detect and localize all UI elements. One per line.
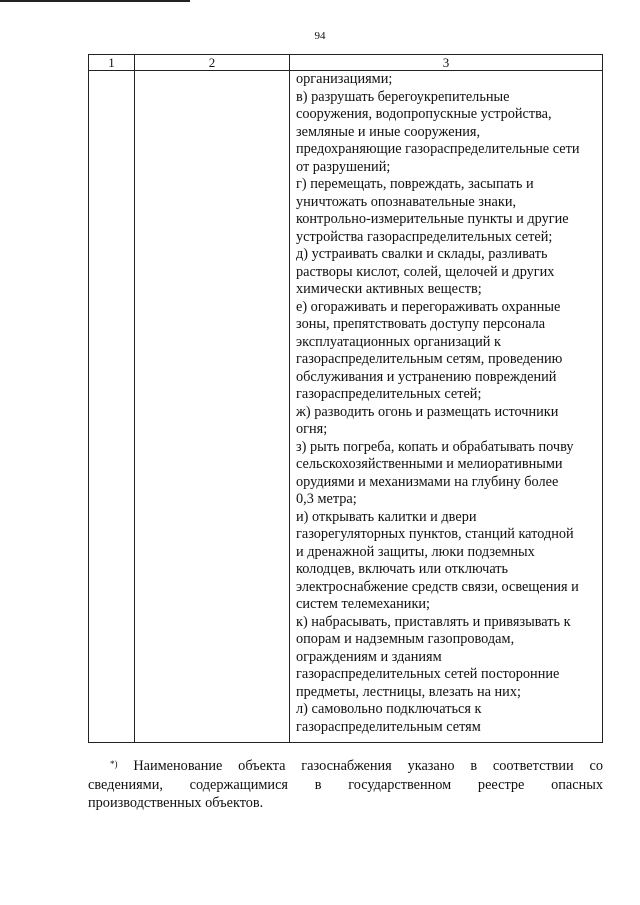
cell-text-line: от разрушений; (296, 158, 391, 175)
footnote-line-1 (88, 757, 603, 776)
page-number: 94 (314, 30, 326, 42)
cell-text-line: и) открывать калитки и двери (296, 508, 477, 525)
cell-col3 (290, 71, 603, 743)
cell-text-line: 0,3 метра; (296, 491, 357, 507)
cell-text-line: з) рыть погреба, копать и обрабатывать почву (296, 438, 574, 455)
cell-text-line: организациями; (296, 71, 393, 87)
header-row (89, 55, 603, 71)
cell-text-line: в) разрушать берегоукрепительные (296, 88, 510, 105)
cell-text-line: газораспределительных сетей посторонние (296, 666, 560, 682)
footnote-line-2: сведениями, содержащимися в государственном реестре опасных (88, 776, 603, 793)
cell-text-line: к) набрасывать, приставлять и привязывать к (296, 613, 571, 630)
cell-text-line: колодцев, включать или отключать (296, 561, 509, 577)
cell-text-line: ограждениям и зданиям (296, 648, 442, 665)
footnote-marker: *) (110, 759, 118, 769)
cell-text-line: газорегуляторных пунктов, станций катодной (296, 526, 574, 542)
cell-text-line: г) перемещать, повреждать, засыпать и (296, 176, 534, 192)
document-table (88, 54, 603, 743)
cell-text-line: огня; (296, 421, 328, 437)
cell-text-line: уничтожать опознавательные знаки, (296, 193, 517, 210)
cell-text-line: сооружения, водопропускные устройства, (296, 106, 552, 122)
cell-text-line: газораспределительным сетям, проведению (296, 351, 563, 367)
table-row (89, 71, 603, 743)
cell-text-line: обслуживания и устранению повреждений (296, 368, 557, 385)
cell-text-line: газораспределительным сетям (296, 718, 481, 735)
column-header-2: 2 (135, 55, 290, 71)
cell-text-line: контрольно-измерительные пункты и другие (296, 211, 569, 227)
cell-text-line: эксплуатационных организаций к (296, 333, 501, 350)
cell-text-line: предохраняющие газораспределительные сети (296, 141, 580, 157)
cell-text-line: сельскохозяйственными и мелиоративными (296, 456, 563, 472)
cell-text-line: предметы, лестницы, влезать на них; (296, 683, 521, 700)
cell-text-line: зоны, препятствовать доступу персонала (296, 316, 546, 332)
column-header-3: 3 (290, 55, 603, 71)
cell-text-line: электроснабжение средств связи, освещения и (296, 578, 579, 595)
cell-col3-text (290, 71, 602, 736)
cell-text-line: ж) разводить огонь и размещать источники (296, 403, 559, 420)
footnote (88, 757, 603, 813)
top-rule (0, 0, 190, 2)
cell-text-line: систем телемеханики; (296, 596, 431, 612)
cell-text-line: земляные и иные сооружения, (296, 123, 481, 140)
cell-text-line: е) огораживать и перегораживать охранные (296, 298, 561, 315)
column-header-1: 1 (89, 55, 135, 71)
cell-col1 (89, 71, 135, 743)
cell-text-line: и дренажной защиты, люки подземных (296, 543, 535, 560)
cell-text-line: л) самовольно подключаться к (296, 701, 482, 717)
cell-text-line: газораспределительных сетей; (296, 386, 482, 402)
cell-text-line: д) устраивать свалки и склады, разливать (296, 246, 548, 262)
cell-text-line: устройства газораспределительных сетей; (296, 228, 553, 245)
footnote-line-3: производственных объектов. (88, 795, 264, 811)
cell-text-line: химически активных веществ; (296, 281, 482, 297)
footnote-text-1: Наименование объекта газоснабжения указано в соответствии со (133, 758, 604, 774)
cell-text-line: растворы кислот, солей, щелочей и других (296, 263, 555, 280)
cell-text-line: орудиями и механизмами на глубину более (296, 473, 559, 490)
cell-text-line: опорам и надземным газопроводам, (296, 631, 515, 647)
cell-col2 (135, 71, 290, 743)
